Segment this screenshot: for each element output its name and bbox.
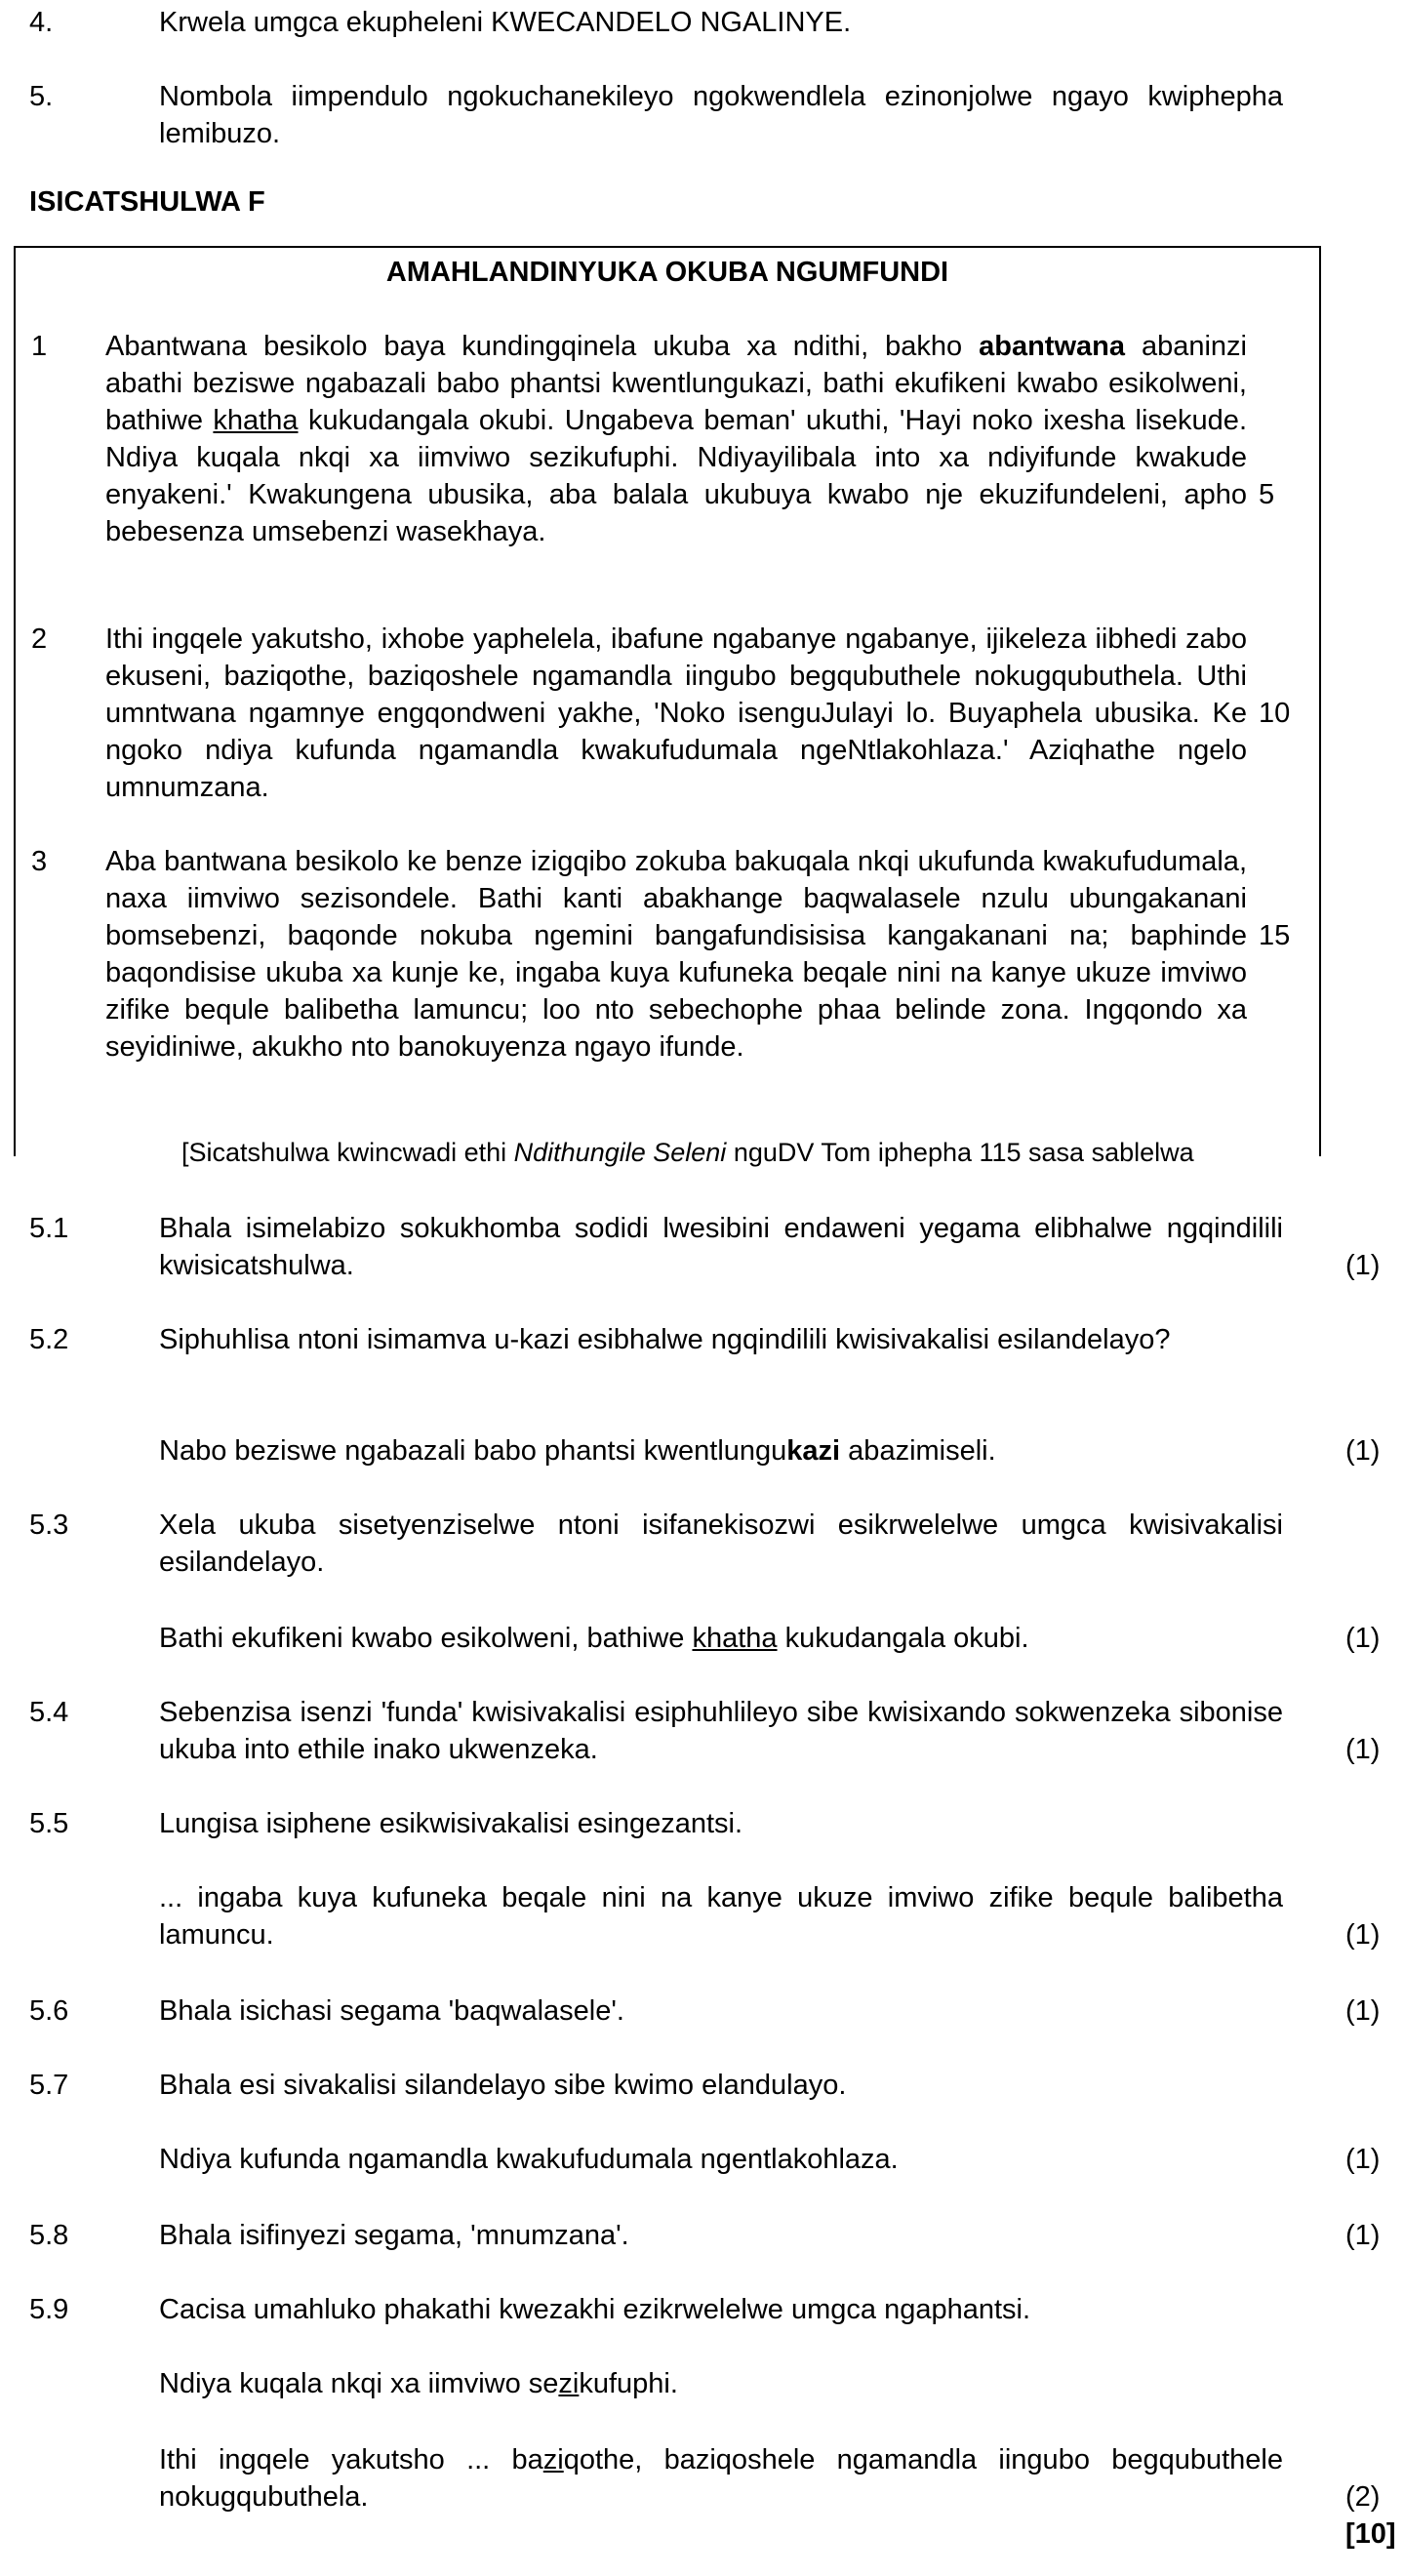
question-5-9-mark: (2) — [1345, 2481, 1381, 2513]
question-5-5-example: ... ingaba kuya kufuneka beqale nini na kanye ukuze imviwo zifike bequle balibetha lamuncu. — [159, 1882, 1283, 1951]
paragraph-1-number: 1 — [31, 331, 48, 362]
instruction-4-number: 4. — [29, 7, 54, 38]
paragraph-2: Ithi ingqele yakutsho, ixhobe yaphelela, ibafune ngabanye ngabanye, ijikeleza iibhedi zabo ekuseni, baziqothe, baziqoshele ngamandla iingubo begqubuthele nokugqubuthela. Uthi umntwana ngamnye engqondweni yakhe, 'Noko isenguJulayi lo. Buyaphela ubusika. Ke ngoko ndiya kufunda ngamandla kwakufudumala ngeNtlakohlaza.' Aziqhathe ngelo umnumzana. — [105, 624, 1247, 803]
question-5-7-mark: (1) — [1345, 2144, 1381, 2175]
question-5-6-number: 5.6 — [29, 1995, 69, 2027]
question-5-4-mark: (1) — [1345, 1734, 1381, 1765]
question-5-8-number: 5.8 — [29, 2220, 69, 2251]
question-5-8-text: Bhala isifinyezi segama, 'mnumzana'. — [159, 2220, 629, 2251]
passage-title: AMAHLANDINYUKA OKUBA NGUMFUNDI — [385, 257, 949, 288]
question-5-6-mark: (1) — [1345, 1995, 1381, 2027]
instruction-5-text: Nombola iimpendulo ngokuchanekileyo ngokwendlela ezinonjolwe ngayo kwiphepha lemibuzo. — [159, 81, 1283, 149]
question-5-7-text: Bhala esi sivakalisi silandelayo sibe kwimo elandulayo. — [159, 2070, 847, 2101]
question-5-3-text: Xela ukuba sisetyenziselwe ntoni isifanekisozwi esikrwelelwe umgca kwisivakalisi esilandelayo. — [159, 1509, 1283, 1578]
question-5-1-number: 5.1 — [29, 1213, 69, 1244]
question-5-6-text: Bhala isichasi segama 'baqwalasele'. — [159, 1995, 624, 2027]
question-5-2-mark: (1) — [1345, 1435, 1381, 1467]
bold-word-abantwana: abantwana — [979, 331, 1125, 362]
question-5-7-example: Ndiya kufunda ngamandla kwakufudumala ngentlakohlaza. — [159, 2144, 899, 2175]
paragraph-2-number: 2 — [31, 624, 48, 655]
question-5-1-mark: (1) — [1345, 1250, 1381, 1281]
question-5-3-example: Bathi ekufikeni kwabo esikolweni, bathiwe khatha kukudangala okubi. — [159, 1623, 1029, 1654]
question-5-3-number: 5.3 — [29, 1509, 69, 1541]
paragraph-3-number: 3 — [31, 846, 48, 877]
question-5-1-text: Bhala isimelabizo sokukhomba sodidi lwesibini endaweni yegama elibhalwe ngqindilili kwisicatshulwa. — [159, 1213, 1283, 1281]
question-5-5-text: Lungisa isiphene esikwisivakalisi esingezantsi. — [159, 1808, 743, 1839]
section-total: [10] — [1345, 2518, 1396, 2550]
paragraph-3: Aba bantwana besikolo ke benze izigqibo zokuba bakuqala nkqi ukufunda kwakufudumala, naxa iimviwo sezisondele. Bathi kanti abakhange baqwalasele nzulu ubungakanani bomsebenzi, baqonde nokuba ngemini bangafundisisisa kangakanani na; baphinde baqondisise ukuba xa kunje ke, ingaba kuya kufuneka beqale nini na kanye ukuze imviwo zifike bequle balibetha lamuncu; loo nto sebechophe phaa belinde zona. Ingqondo xa seyidiniwe, akukho nto banokuyenza ngayo ifunde. — [105, 846, 1247, 1063]
line-marker-10: 10 — [1259, 698, 1291, 729]
question-5-8-mark: (1) — [1345, 2220, 1381, 2251]
question-5-4-number: 5.4 — [29, 1697, 69, 1728]
question-5-9-number: 5.9 — [29, 2294, 69, 2325]
passage-source: [Sicatshulwa kwincwadi ethi Ndithungile Seleni nguDV Tom iphepha 115 sasa sablelwa — [181, 1138, 1194, 1167]
question-5-2-example: Nabo beziswe ngabazali babo phantsi kwentlungukazi abazimiseli. — [159, 1435, 996, 1467]
instruction-4-text: Krwela umgca ekupheleni KWECANDELO NGALINYE. — [159, 7, 852, 38]
paragraph-1: Abantwana besikolo baya kundingqinela ukuba xa ndithi, bakho abantwana abaninzi abathi beziswe ngabazali babo phantsi kwentlungukazi, bathi ekufikeni kwabo esikolweni, bathiwe khatha kukudangala okubi. Ungabeva beman' ukuthi, 'Hayi noko ixesha lisekude. Ndiya kuqala nkqi xa iimviwo sezikufuphi. Ndiyayilibala into xa ndiyifunde kwakude enyakeni.' Kwakungena ubusika, aba balala ukubuya kwabo nje ekuzifundeleni, apho bebesenza umsebenzi wasekhaya. — [105, 331, 1247, 547]
section-heading: ISICATSHULWA F — [29, 186, 265, 218]
line-marker-5: 5 — [1259, 479, 1275, 510]
line-marker-15: 15 — [1259, 920, 1291, 951]
question-5-9-example-1: Ndiya kuqala nkqi xa iimviwo sezikufuphi. — [159, 2368, 678, 2399]
question-5-5-mark: (1) — [1345, 1919, 1381, 1951]
question-5-4-text: Sebenzisa isenzi 'funda' kwisivakalisi esiphuhlileyo sibe kwisixando sokwenzeka sibonise ukuba into ethile inako ukwenzeka. — [159, 1697, 1283, 1765]
question-5-2-text: Siphuhlisa ntoni isimamva u-kazi esibhalwe ngqindilili kwisivakalisi esilandelayo? — [159, 1324, 1171, 1355]
instruction-5-number: 5. — [29, 81, 54, 112]
passage-box — [14, 246, 1321, 1167]
question-5-7-number: 5.7 — [29, 2070, 69, 2101]
question-5-9-example-2: Ithi ingqele yakutsho ... baziqothe, baziqoshele ngamandla iingubo begqubuthele nokugqubuthela. — [159, 2444, 1283, 2513]
question-5-3-mark: (1) — [1345, 1623, 1381, 1654]
underlined-word-khatha: khatha — [213, 405, 299, 436]
question-5-5-number: 5.5 — [29, 1808, 69, 1839]
question-5-9-text: Cacisa umahluko phakathi kwezakhi ezikrwelelwe umgca ngaphantsi. — [159, 2294, 1031, 2325]
question-5-2-number: 5.2 — [29, 1324, 69, 1355]
